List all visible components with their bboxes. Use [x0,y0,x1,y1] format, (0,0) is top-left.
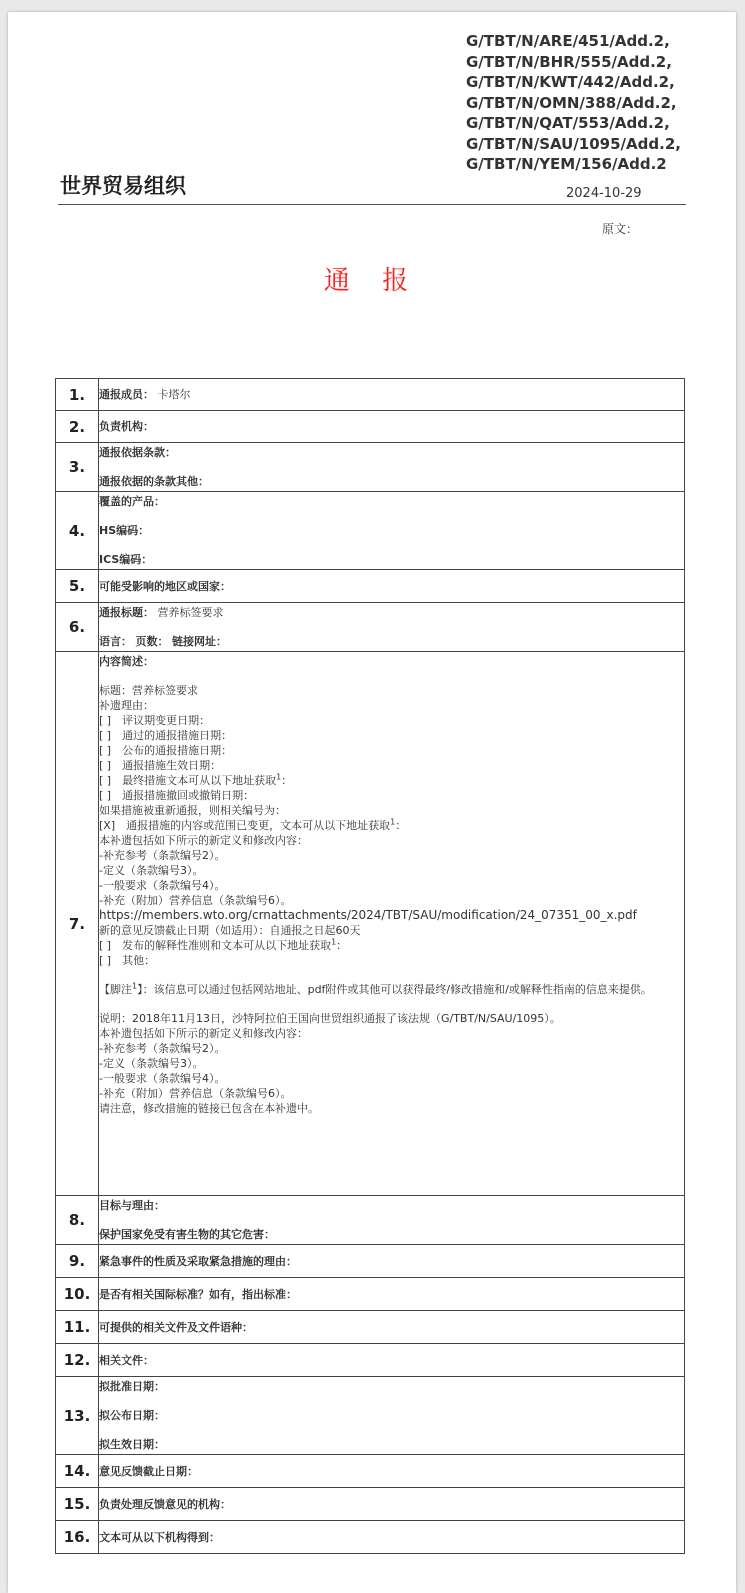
row-number: 4. [56,492,99,570]
row-number: 8. [56,1196,99,1245]
row-number: 2. [56,411,99,443]
table-row [56,1245,685,1278]
row-number: 7. [56,652,99,1196]
description-line: -定义（条款编号3）。 [99,864,204,877]
row-number: 13. [56,1377,99,1455]
colon: ： [281,774,293,787]
footnote-ref: 1 [132,981,138,991]
description-line: [ ] 通报措施生效日期： [99,759,222,772]
field-label: 紧急事件的性质及采取紧急措施的理由： [99,1254,297,1268]
table-row [56,570,685,603]
description-line: [ ] 通报措施撤回或撤销日期： [99,789,255,802]
description-line: -补充参考（条款编号2）。 [99,1042,226,1055]
footnote-ref: 1 [390,817,396,827]
table-row [56,1311,685,1344]
document-page [8,12,736,1593]
symbol-line: G/TBT/N/BHR/555/Add.2, [466,52,672,71]
line-text: [ ] 发布的解释性准则和文本可从以下地址获取 [99,939,332,952]
field-label: 拟公布日期： [99,1409,165,1422]
field-label: 相关文件： [99,1353,154,1367]
row-content [99,603,685,652]
document-symbols [466,31,681,175]
footnote-ref: 1 [331,937,337,947]
notification-form [55,378,685,1554]
field-label: 拟批准日期： [99,1380,165,1393]
description-line [99,938,684,953]
description-line: -一般要求（条款编号4）。 [99,1072,226,1085]
field-label: ICS编码： [99,553,153,566]
symbol-line: G/TBT/N/ARE/451/Add.2, [466,32,670,50]
header-divider [58,204,686,205]
field-label: 语言： [99,635,132,648]
row-content [99,1245,685,1278]
footnote [99,982,684,997]
row-number: 10. [56,1278,99,1311]
row-number: 6. [56,603,99,652]
symbol-line: G/TBT/N/QAT/553/Add.2, [466,114,670,132]
footnote-text: 】：该信息可以通过包括网站地址、pdf附件或其他可以获得最终/修改措施和/或解释性指南的信息来提供。 [137,983,652,996]
row-number: 14. [56,1455,99,1488]
row-content [99,379,685,411]
field-label: HS编码： [99,524,150,537]
description-line [99,818,684,833]
description-line [99,773,684,788]
row-number: 15. [56,1488,99,1521]
row-number: 9. [56,1245,99,1278]
table-row [56,1344,685,1377]
field-label: 拟生效日期： [99,1438,165,1451]
field-label: 是否有相关国际标准？如有，指出标准： [99,1287,297,1301]
description-line: [ ] 评议期变更日期： [99,714,211,727]
table-row [56,1455,685,1488]
row-content [99,411,685,443]
description-line: -补充（附加）营养信息（条款编号6）。 [99,894,292,907]
row-content [99,1455,685,1488]
row-number: 12. [56,1344,99,1377]
row-content [99,492,685,570]
row-content [99,652,685,1196]
symbol-line: G/TBT/N/OMN/388/Add.2, [466,93,677,112]
description-line: 请注意，修改措施的链接已包含在本补遗中。 [99,1102,319,1115]
field-label: 通报成员： [99,388,154,401]
footnote-open: 【脚注 [99,983,132,996]
table-row [56,1278,685,1311]
row-content [99,1278,685,1311]
row-number: 5. [56,570,99,603]
field-label: 可能受影响的地区或国家： [99,579,231,593]
table-row [56,1521,685,1554]
row-content [99,1196,685,1245]
description-line: -一般要求（条款编号4）。 [99,879,226,892]
table-row [56,443,685,492]
document-date: 2024-10-29 [566,186,642,201]
description-line: 补遗理由： [99,699,154,712]
colon: ： [336,939,348,952]
field-label: 目标与理由： [99,1199,165,1212]
table-row [56,492,685,570]
description-line: 标题：营养标签要求 [99,684,198,697]
description-line: 如果措施被重新通报，则相关编号为： [99,804,286,817]
field-label: 负责机构： [99,420,154,433]
description-line: [ ] 其他： [99,954,156,967]
description-line: -补充参考（条款编号2）。 [99,849,226,862]
table-row [56,1488,685,1521]
description-line: 本补遗包括如下所示的新定义和修改内容： [99,1027,308,1040]
field-label: 意见反馈截止日期： [99,1464,198,1478]
description-line: [ ] 通过的通报措施日期： [99,729,233,742]
description-line: [ ] 公布的通报措施日期： [99,744,233,757]
row-content [99,1311,685,1344]
table-row [56,1377,685,1455]
table-row [56,411,685,443]
row-number: 3. [56,443,99,492]
field-value: 卡塔尔 [157,388,191,401]
field-label: 页数： [135,635,169,648]
row-content [99,1521,685,1554]
row-content [99,443,685,492]
row-content [99,1344,685,1377]
original-language-label: 原文： [602,222,639,236]
table-row [56,379,685,411]
row-number: 11. [56,1311,99,1344]
line-text: [X] 通报措施的内容或范围已变更，文本可从以下地址获取 [99,819,391,832]
field-label: 通报依据条款： [99,446,176,459]
field-value: 营养标签要求 [157,606,224,619]
description-line: -补充（附加）营养信息（条款编号6）。 [99,1087,292,1100]
symbol-line: G/TBT/N/KWT/442/Add.2, [466,73,675,91]
description-line: 本补遗包括如下所示的新定义和修改内容： [99,834,308,847]
field-label: 覆盖的产品： [99,495,165,508]
row-number: 1. [56,379,99,411]
row-content [99,1488,685,1521]
page-title: 通 报 [323,266,421,296]
description-line: 新的意见反馈截止日期（如适用）：自通报之日起60天 [99,924,361,937]
symbol-line: G/TBT/N/SAU/1095/Add.2, [466,134,681,153]
colon: ： [395,819,407,832]
field-label: 链接网址： [172,635,227,648]
field-label: 通报依据的条款其他： [99,475,209,488]
field-label: 文本可从以下机构得到： [99,1530,220,1544]
footnote-ref: 1 [276,772,282,782]
organization-name: 世界贸易组织 [60,174,186,198]
field-label: 保护国家免受有害生物的其它危害： [99,1228,275,1241]
row-content [99,1377,685,1455]
description-line: 说明：2018年11月13日，沙特阿拉伯王国向世贸组织通报了该法规（G/TBT/N/SAU/1095）。 [99,1012,561,1025]
field-label: 可提供的相关文件及文件语种： [99,1320,253,1334]
line-text: [ ] 最终措施文本可从以下地址获取 [99,774,277,787]
table-row [56,1196,685,1245]
symbol-line: G/TBT/N/YEM/156/Add.2 [466,155,667,173]
table-row [56,603,685,652]
table-row [56,652,685,1196]
row-content [99,570,685,603]
attachment-link[interactable]: https://members.wto.org/crnattachments/2024/TBT/SAU/modification/24_07351_00_x.pdf [99,908,637,922]
field-label: 内容简述： [99,655,154,668]
row-number: 16. [56,1521,99,1554]
field-label: 负责处理反馈意见的机构： [99,1497,231,1511]
field-label: 通报标题： [99,606,154,619]
description-line: -定义（条款编号3）。 [99,1057,204,1070]
